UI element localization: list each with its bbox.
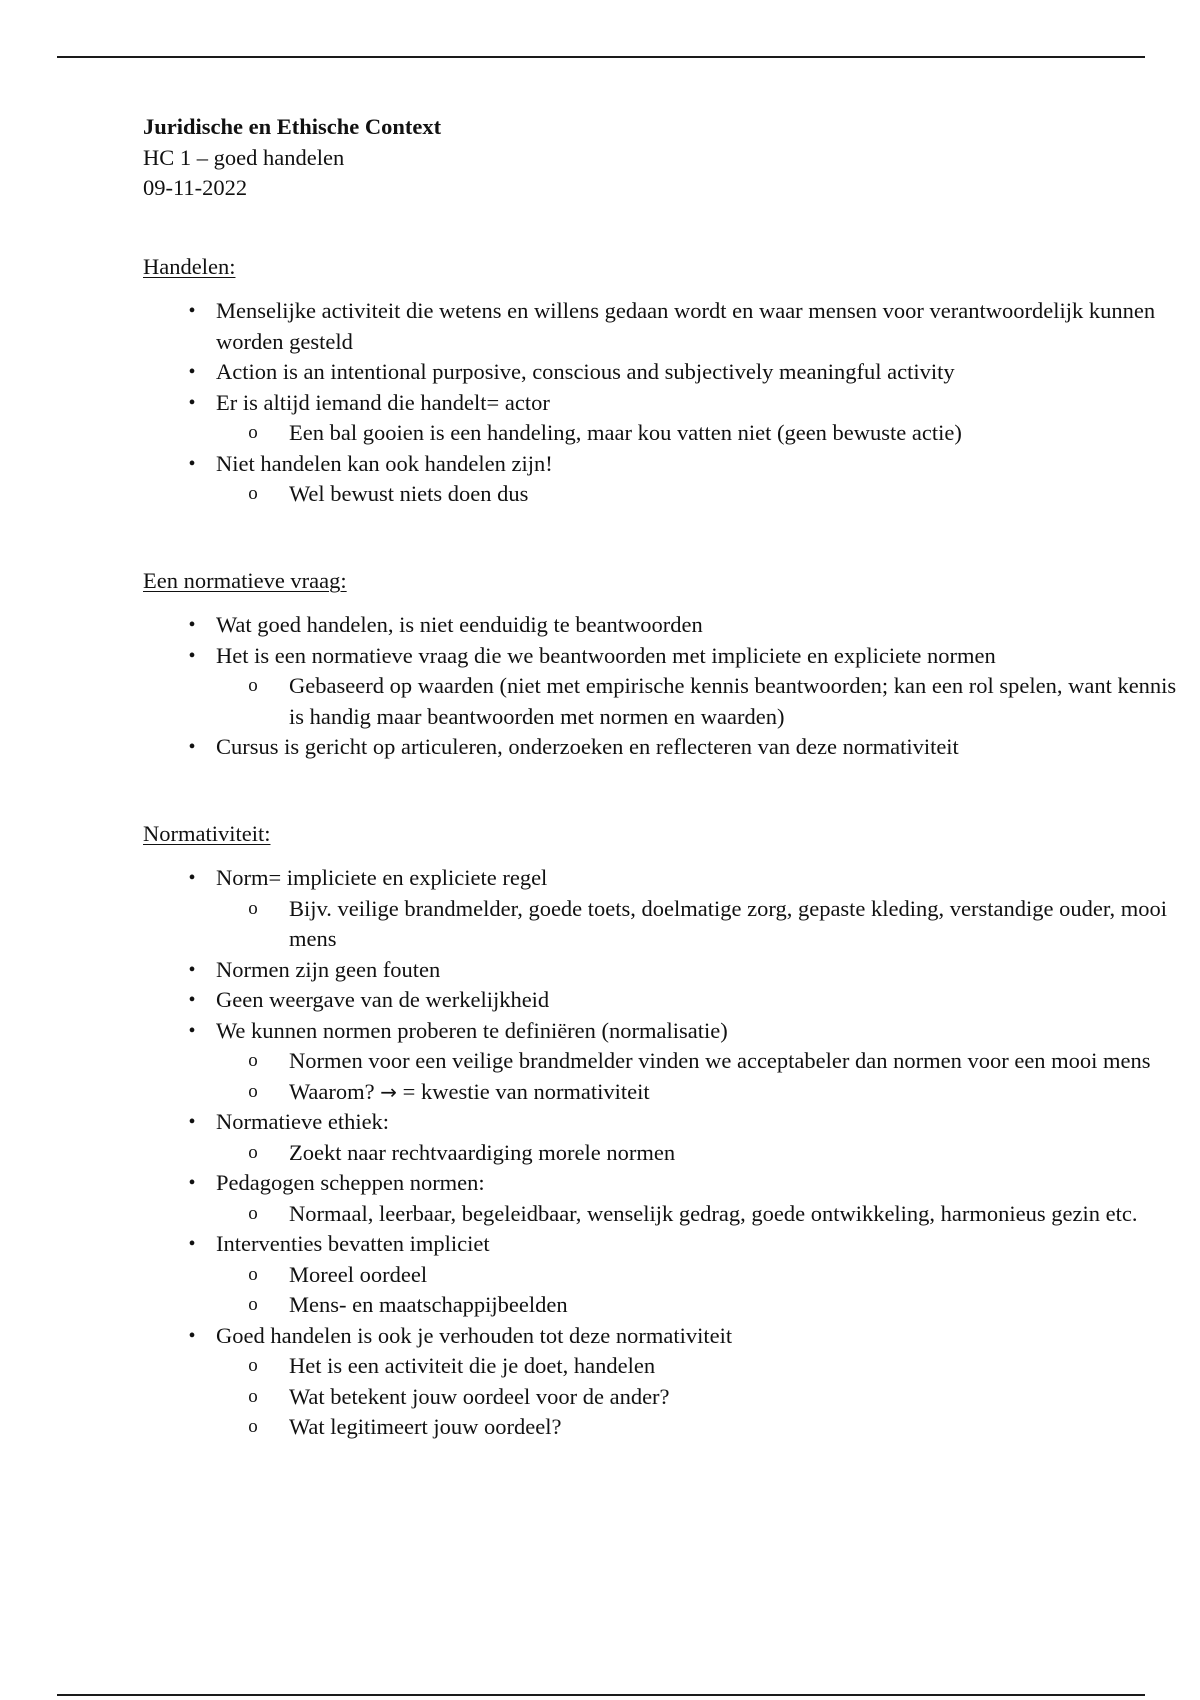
sub-list-item-text: Wat betekent jouw oordeel voor de ander? [289, 1383, 670, 1409]
list-item [143, 296, 1183, 357]
sub-list-item-text: Wat legitimeert jouw oordeel? [289, 1414, 562, 1439]
bullet-list [143, 863, 1183, 1443]
sub-list-item [216, 1351, 1183, 1382]
section-normativiteit [143, 819, 1183, 1443]
list-item [143, 1229, 1183, 1321]
list-item [143, 732, 1183, 763]
sub-list [216, 418, 1183, 449]
circle-bullet-icon: o [248, 1294, 258, 1315]
circle-bullet-icon: o [248, 897, 258, 919]
course-title: Juridische en Ethische Context [143, 114, 442, 139]
sub-list [216, 1260, 1183, 1321]
list-item-text: Wat goed handelen, is niet eenduidig te beantwoorden [216, 612, 703, 637]
list-item [143, 985, 1183, 1016]
list-item [143, 955, 1183, 986]
list-item [143, 357, 1183, 388]
sub-list-item-text: Moreel oordeel [289, 1261, 428, 1287]
list-item-text: Action is an intentional purposive, conscious and subjectively meaningful activity [216, 359, 955, 384]
circle-bullet-icon: o [248, 1355, 258, 1376]
list-item [143, 863, 1183, 955]
bullet-icon: • [188, 958, 196, 981]
sub-list [216, 671, 1183, 732]
bullet-list [143, 296, 1183, 510]
sub-list [216, 1138, 1183, 1169]
circle-bullet-icon: o [248, 483, 258, 504]
list-item-text: Menselijke activiteit die wetens en willens gedaan wordt en waar mensen voor verantwoordelijk kunnen worden gesteld [216, 298, 1156, 354]
bullet-icon: • [188, 1111, 196, 1133]
list-item-text: Er is altijd iemand die handelt= actor [216, 389, 550, 415]
sub-list-item [216, 1138, 1183, 1169]
list-item [143, 1016, 1183, 1108]
list-item [143, 610, 1183, 641]
section-normatieve-vraag [143, 566, 1183, 763]
sub-list-item [216, 1382, 1183, 1413]
sub-list [216, 1351, 1183, 1443]
list-item-text: Interventies bevatten impliciet [216, 1231, 490, 1256]
circle-bullet-icon: o [248, 1385, 258, 1407]
sub-list [216, 1199, 1183, 1230]
sub-list-item-text: Mens- en maatschappijbeelden [289, 1292, 568, 1317]
section-heading: Handelen: [143, 253, 236, 279]
bullet-icon: • [188, 1172, 196, 1194]
bullet-icon: • [188, 867, 196, 889]
bullet-icon: • [188, 452, 196, 475]
sub-list [216, 479, 1183, 510]
document-body [143, 112, 1183, 1443]
sub-list-item-text: Zoekt naar rechtvaardiging morele normen [289, 1139, 676, 1165]
bullet-icon: • [188, 736, 196, 758]
sub-list-item-text: Normen voor een veilige brandmelder vinden we acceptabeler dan normen voor een mooi mens [289, 1048, 1151, 1073]
list-item-text: Geen weergave van de werkelijkheid [216, 987, 550, 1012]
list-item-text: We kunnen normen proberen te definiëren (normalisatie) [216, 1017, 728, 1043]
list-item-text: Normatieve ethiek: [216, 1109, 390, 1134]
lecture-title: HC 1 – goed handelen [143, 144, 345, 170]
bullet-icon: • [188, 300, 196, 322]
list-item [143, 388, 1183, 449]
sub-list-item [216, 894, 1183, 955]
document-header [143, 112, 1183, 204]
sub-list-item-text: Wel bewust niets doen dus [289, 481, 529, 506]
sub-list-item [216, 671, 1183, 732]
sub-list [216, 1046, 1183, 1107]
sub-list-item [216, 1046, 1183, 1077]
sub-list-item [216, 1412, 1183, 1443]
section-heading: Normativiteit: [143, 820, 271, 846]
bullet-icon: • [188, 644, 196, 667]
bullet-list [143, 610, 1183, 763]
circle-bullet-icon: o [248, 1263, 258, 1285]
bullet-icon: • [188, 1324, 196, 1347]
sub-list-item-text: Een bal gooien is een handeling, maar kou vatten niet (geen bewuste actie) [289, 420, 962, 445]
sub-list-item [216, 1260, 1183, 1291]
list-item-text: Goed handelen is ook je verhouden tot deze normativiteit [216, 1322, 733, 1348]
sub-list-item [216, 1077, 1183, 1108]
arrow-right-icon: → [380, 1079, 398, 1104]
list-item [143, 449, 1183, 510]
lecture-date: 09-11-2022 [143, 175, 248, 200]
list-item-text: Het is een normatieve vraag die we beantwoorden met impliciete en expliciete normen [216, 642, 996, 668]
bullet-icon: • [188, 391, 196, 414]
sub-list-item-text: Het is een activiteit die je doet, handelen [289, 1353, 656, 1378]
section-heading: Een normatieve vraag: [143, 567, 347, 593]
sub-list-item [216, 1199, 1183, 1230]
bullet-icon: • [188, 989, 196, 1011]
sub-list-item [216, 1290, 1183, 1321]
bottom-rule [57, 1694, 1145, 1696]
list-item-text: Cursus is gericht op articuleren, onderzoeken en reflecteren van deze normativiteit [216, 734, 959, 759]
sub-list-item-text: = kwestie van normativiteit [402, 1078, 650, 1104]
sub-list-item [216, 479, 1183, 510]
sub-list [216, 894, 1183, 955]
bullet-icon: • [188, 614, 196, 636]
circle-bullet-icon: o [248, 1141, 258, 1163]
sub-list-item-text: Normaal, leerbaar, begeleidbaar, wenselijk gedrag, goede ontwikkeling, harmonieus gezin etc. [289, 1200, 1138, 1226]
sub-list-item-text: Waarom? [289, 1078, 375, 1104]
circle-bullet-icon: o [248, 422, 258, 443]
bullet-icon: • [188, 361, 196, 383]
list-item [143, 641, 1183, 733]
sub-list-item-text: Bijv. veilige brandmelder, goede toets, doelmatige zorg, gepaste kleding, verstandige ouder, mooi mens [289, 895, 1167, 951]
list-item-text: Niet handelen kan ook handelen zijn! [216, 450, 553, 476]
sub-list-item-text: Gebaseerd op waarden (niet met empirische kennis beantwoorden; kan een rol spelen, want kennis is handig maar beantwoorden met normen en waarden) [289, 673, 1177, 729]
section-handelen [143, 252, 1183, 510]
list-item-text: Normen zijn geen fouten [216, 956, 441, 982]
list-item-text: Norm= impliciete en expliciete regel [216, 865, 548, 890]
list-item [143, 1168, 1183, 1229]
list-item [143, 1321, 1183, 1443]
bullet-icon: • [188, 1019, 196, 1042]
circle-bullet-icon: o [248, 1050, 258, 1071]
circle-bullet-icon: o [248, 1202, 258, 1224]
top-rule [57, 56, 1145, 58]
list-item [143, 1107, 1183, 1168]
list-item-text: Pedagogen scheppen normen: [216, 1170, 485, 1195]
circle-bullet-icon: o [248, 675, 258, 696]
circle-bullet-icon: o [248, 1416, 258, 1437]
bullet-icon: • [188, 1233, 196, 1255]
circle-bullet-icon: o [248, 1080, 258, 1102]
sub-list-item [216, 418, 1183, 449]
